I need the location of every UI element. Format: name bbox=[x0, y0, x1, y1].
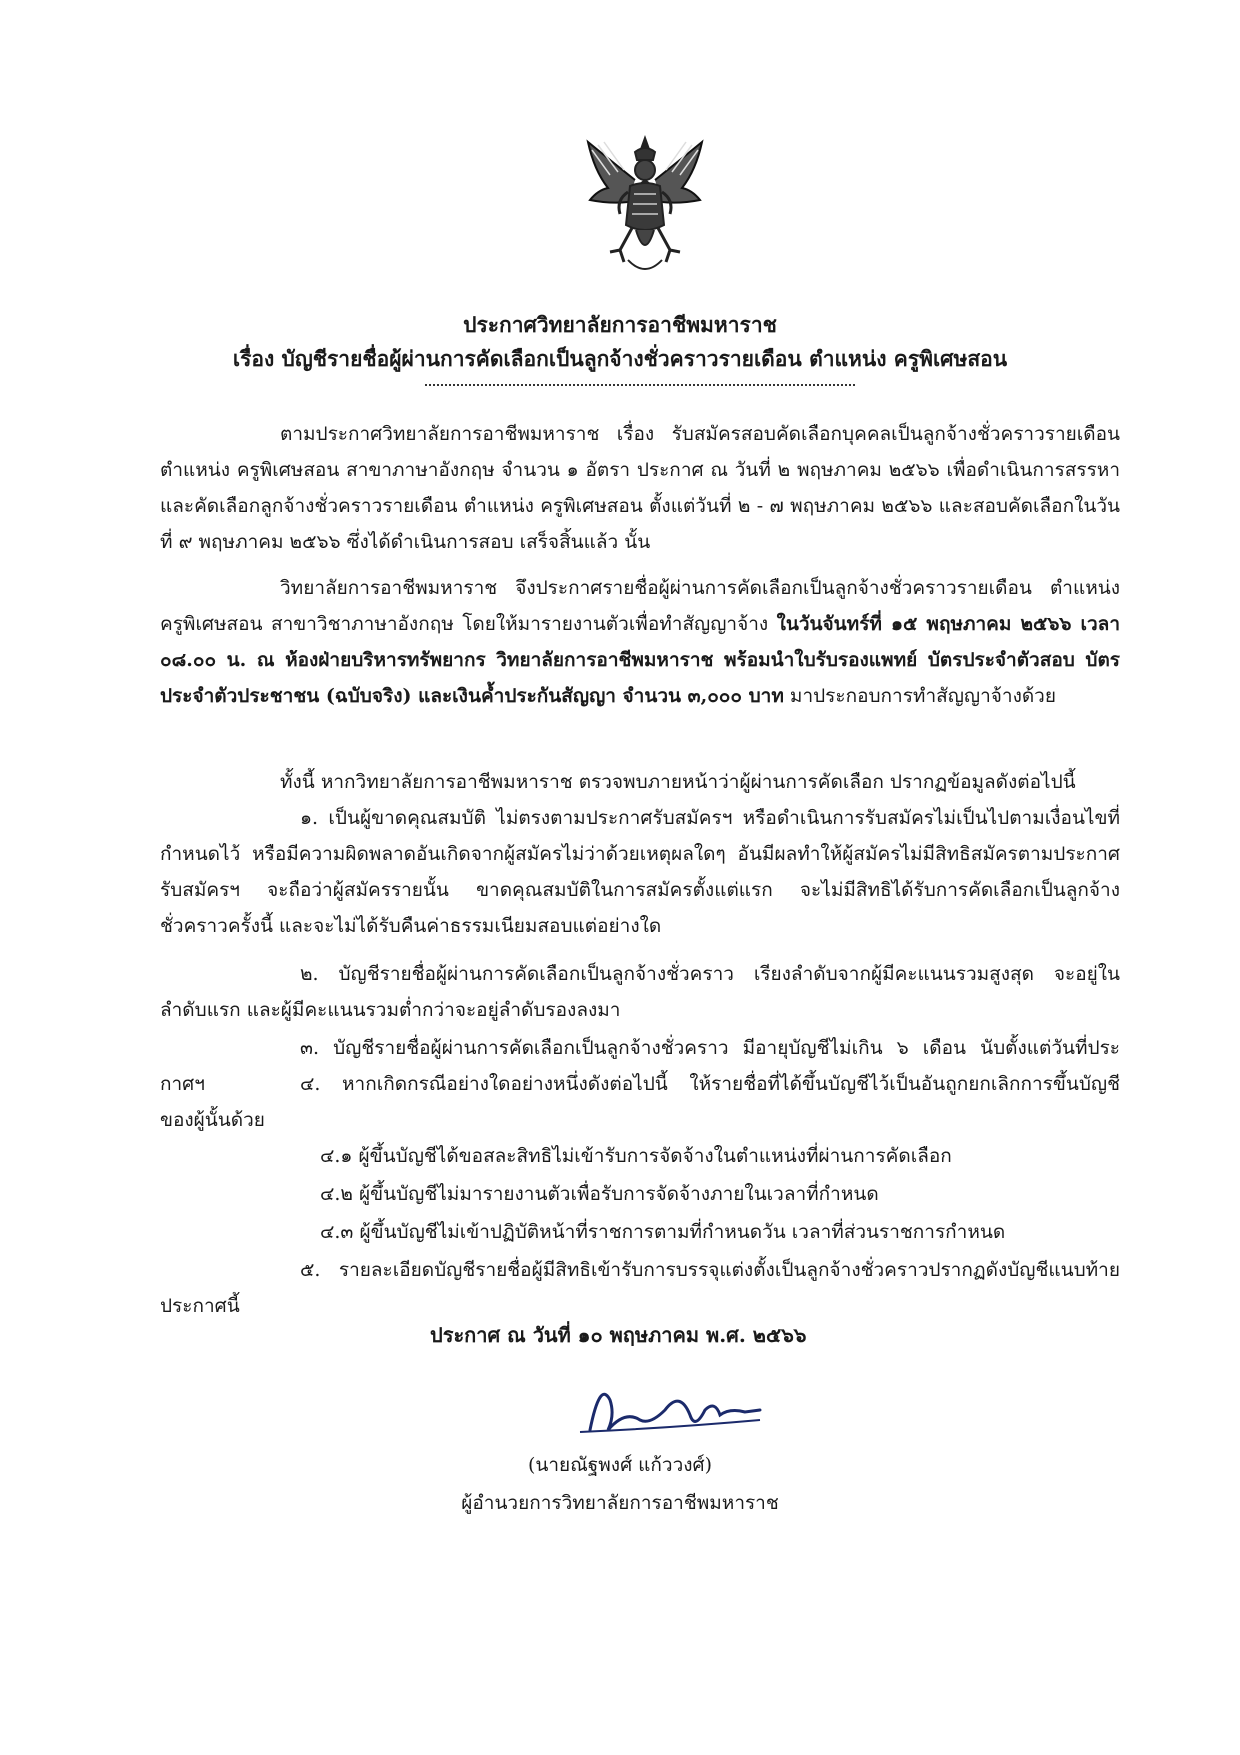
report-instructions-bold: ในวันจันทร์ที่ ๑๕ พฤษภาคม ๒๕๖๖ เวลา ๐๘.๐๐ น. ณ ห้องฝ่ายบริหารทรัพยากร วิทยาลัยการอาชีพมหาราช พร้อมนำใบรับรองแพทย์ บัตรประจำตัวสอบ บัตรประจำตัวประชาชน (ฉบับจริง) และเงินค้ำประกันสัญญา จำนวน ๓,๐๐๐ บาท bbox=[160, 613, 1120, 707]
report-instructions-tail: มาประกอบการทำสัญญาจ้างด้วย bbox=[783, 685, 1056, 707]
announcement-subject: เรื่อง บัญชีรายชื่อผู้ผ่านการคัดเลือกเป็นลูกจ้างชั่วคราวรายเดือน ตำแหน่ง ครูพิเศษสอน bbox=[232, 346, 1008, 371]
report-instructions-text: วิทยาลัยการอาชีพมหาราช จึงประกาศรายชื่อผู้ผ่านการคัดเลือกเป็นลูกจ้างชั่วคราวรายเดือน ตำแหน่ง ครูพิเศษสอน สาขาวิชาภาษาอังกฤษ โดยให้มารายงานตัวเพื่อทำสัญญาจ้าง bbox=[160, 577, 1120, 635]
handwritten-signature-icon bbox=[570, 1370, 770, 1450]
garuda-emblem-icon bbox=[580, 130, 710, 280]
title-separator bbox=[425, 384, 855, 386]
condition-item-5: ๕. รายละเอียดบัญชีรายชื่อผู้มีสิทธิเข้ารับการบรรจุแต่งตั้งเป็นลูกจ้างชั่วคราวปรากฏดังบัญชีแนบท้ายประกาศนี้ bbox=[160, 1259, 1120, 1317]
paragraph-intro: ตามประกาศวิทยาลัยการอาชีพมหาราช เรื่อง รับสมัครสอบคัดเลือกบุคคลเป็นลูกจ้างชั่วคราวรายเดือน ตำแหน่ง ครูพิเศษสอน สาขาภาษาอังกฤษ จำนวน ๑ อัตรา ประกาศ ณ วันที่ ๒ พฤษภาคม ๒๕๖๖ เพื่อดำเนินการสรรหาและคัดเลือกลูกจ้างชั่วคราวรายเดือน ตำแหน่ง ครูพิเศษสอน ตั้งแต่วันที่ ๒ - ๗ พฤษภาคม ๒๕๖๖ และสอบคัดเลือกในวันที่ ๙ พฤษภาคม ๒๕๖๖ ซึ่งได้ดำเนินการสอบ เสร็จสิ้นแล้ว นั้น bbox=[160, 423, 1120, 553]
paragraph-conditions-intro: ทั้งนี้ หากวิทยาลัยการอาชีพมหาราช ตรวจพบภายหน้าว่าผู้ผ่านการคัดเลือก ปรากฏข้อมูลดังต่อไปนี้ bbox=[280, 771, 1076, 793]
condition-item-4: ๔. หากเกิดกรณีอย่างใดอย่างหนึ่งดังต่อไปนี้ ให้รายชื่อที่ได้ขึ้นบัญชีไว้เป็นอันถูกยกเลิกการขึ้นบัญชีของผู้นั้นด้วย bbox=[160, 1073, 1120, 1131]
condition-item-4-2: ๔.๒ ผู้ขึ้นบัญชีไม่มารายงานตัวเพื่อรับการจัดจ้างภายในเวลาที่กำหนด bbox=[320, 1183, 879, 1205]
paragraph-report-instructions bbox=[160, 570, 1120, 714]
condition-item-4-3: ๔.๓ ผู้ขึ้นบัญชีไม่เข้าปฏิบัติหน้าที่ราชการตามที่กำหนดวัน เวลาที่ส่วนราชการกำหนด bbox=[320, 1221, 1006, 1243]
condition-item-4-1: ๔.๑ ผู้ขึ้นบัญชีได้ขอสละสิทธิไม่เข้ารับการจัดจ้างในตำแหน่งที่ผ่านการคัดเลือก bbox=[320, 1145, 952, 1167]
announce-date: ประกาศ ณ วันที่ ๑๐ พฤษภาคม พ.ศ. ๒๕๖๖ bbox=[430, 1323, 807, 1347]
condition-item-1: ๑. เป็นผู้ขาดคุณสมบัติ ไม่ตรงตามประกาศรับสมัครฯ หรือดำเนินการรับสมัครไม่เป็นไปตามเงื่อนไขที่กำหนดไว้ หรือมีความผิดพลาดอันเกิดจากผู้สมัครไม่ว่าด้วยเหตุผลใดๆ อันมีผลทำให้ผู้สมัครไม่มีสิทธิสมัครตามประกาศรับสมัครฯ จะถือว่าผู้สมัครรายนั้น ขาดคุณสมบัติในการสมัครตั้งแต่แรก จะไม่มีสิทธิได้รับการคัดเลือกเป็นลูกจ้างชั่วคราวครั้งนี้ และจะไม่ได้รับคืนค่าธรรมเนียมสอบแต่อย่างใด bbox=[160, 807, 1120, 937]
announcement-title: ประกาศวิทยาลัยการอาชีพมหาราช bbox=[463, 312, 777, 337]
condition-item-3: ๓. บัญชีรายชื่อผู้ผ่านการคัดเลือกเป็นลูกจ้างชั่วคราว มีอายุบัญชีไม่เกิน ๖ เดือน นับตั้งแต่วันที่ประกาศฯ bbox=[160, 1037, 1120, 1095]
signer-position: ผู้อำนวยการวิทยาลัยการอาชีพมหาราช bbox=[461, 1492, 779, 1514]
condition-item-2: ๒. บัญชีรายชื่อผู้ผ่านการคัดเลือกเป็นลูกจ้างชั่วคราว เรียงลำดับจากผู้มีคะแนนรวมสูงสุด จะอยู่ในลำดับแรก และผู้มีคะแนนรวมต่ำกว่าจะอยู่ลำดับรองลงมา bbox=[160, 963, 1120, 1021]
signer-name: (นายณัฐพงศ์ แก้ววงศ์) bbox=[527, 1454, 713, 1476]
